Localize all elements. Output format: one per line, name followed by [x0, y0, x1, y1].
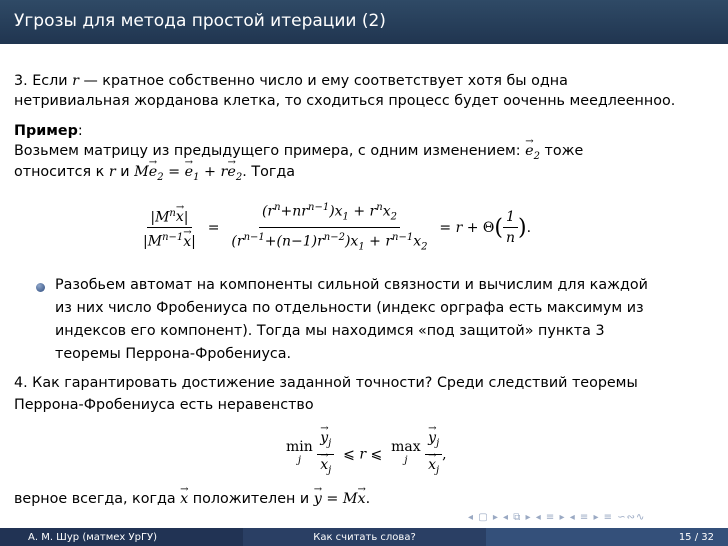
last-line: верное всегда, когда → x положителен и → y = M→ x.: [14, 490, 370, 508]
formula-x: → x: [180, 491, 188, 507]
item4-line2: Перрона-Фробениуса есть неравенство: [14, 397, 314, 413]
example-line1-text: Возьмем матрицу из предыдущего примера, с одним изменением:: [14, 143, 526, 159]
navigation-symbols[interactable]: ◂ ▢ ▸ ◂ ⧉ ▸ ◂ ≡ ▸ ◂ ≡ ▸ ≡ ∽∾∿: [468, 512, 646, 523]
formula-e2: → $e_2$: [525, 143, 540, 159]
example-r: r: [108, 164, 116, 180]
bullet-line1: Разобьем автомат на компоненты сильной связности и вычислим для каждой: [55, 277, 648, 293]
bullet-line2: из них число Фробениуса по отдельности (индекс орграфа есть максимум из: [55, 300, 644, 316]
title-bar: [0, 0, 728, 44]
display-formula-ratio: $\frac{|M^n\to x|}{|M^{n-1}\to x|}$ = $\frac{(r^n+nr^{n-1})x_1 + r^nx_2}{(r^{n-1}+(n-1)r^{n-2})x_1 + r^{n-1}x_2}$ = r + Θ( $\frac{1}{n}$ ).: [140, 198, 531, 258]
last-pre: верное всегда, когда: [14, 491, 181, 507]
footer-page-number: 15 / 32: [486, 528, 728, 546]
example-colon: :: [77, 123, 83, 139]
bullet-line3: индексов его компонент). Тогда мы находимся «под защитой» пункта 3: [55, 323, 605, 339]
example-heading: [14, 122, 83, 140]
formula-y-mx: → y = M→ x: [314, 491, 366, 507]
item3-number: 3.: [14, 73, 28, 89]
example-line2-text: относится к: [14, 164, 109, 180]
formula-me2: $M\to e_2$ = → $e_1 + r\to e_2$: [134, 164, 242, 180]
item3-post: — кратное собственно число и ему соответствует хотя бы одна: [78, 73, 568, 89]
footer-author: А. М. Шур (матмех УрГУ): [0, 528, 243, 546]
item4-line1: 4. Как гарантировать достижение заданной точности? Среди следствий теоремы: [14, 375, 638, 391]
bullet-icon: [36, 283, 45, 292]
display-formula-inequality: min j → $y_j$ → $x_j$ ⩽ r ⩽ max j → $y_j$ → $x_j$ ,: [286, 428, 447, 481]
example-line2: [14, 163, 295, 187]
item3-line2: нетривиальная жорданова клетка, то сходиться процесс будет ооченнь меедлеенноо.: [14, 93, 676, 109]
item3-pre: Если: [27, 73, 73, 89]
footer-talk-title: Как считать слова?: [243, 528, 486, 546]
last-mid: положителен и: [188, 491, 314, 507]
footer: [0, 528, 728, 546]
example-line1-tail: тоже: [540, 143, 584, 159]
example-and: и: [115, 164, 135, 180]
example-then: . Тогда: [242, 164, 295, 180]
example-label: Пример: [14, 123, 78, 139]
bullet-line4: теоремы Перрона-Фробениуса.: [55, 346, 292, 362]
slide-title: Угрозы для метода простой итерации (2): [14, 11, 386, 31]
item3-line1: [14, 72, 568, 90]
item3-r: r: [72, 73, 79, 89]
